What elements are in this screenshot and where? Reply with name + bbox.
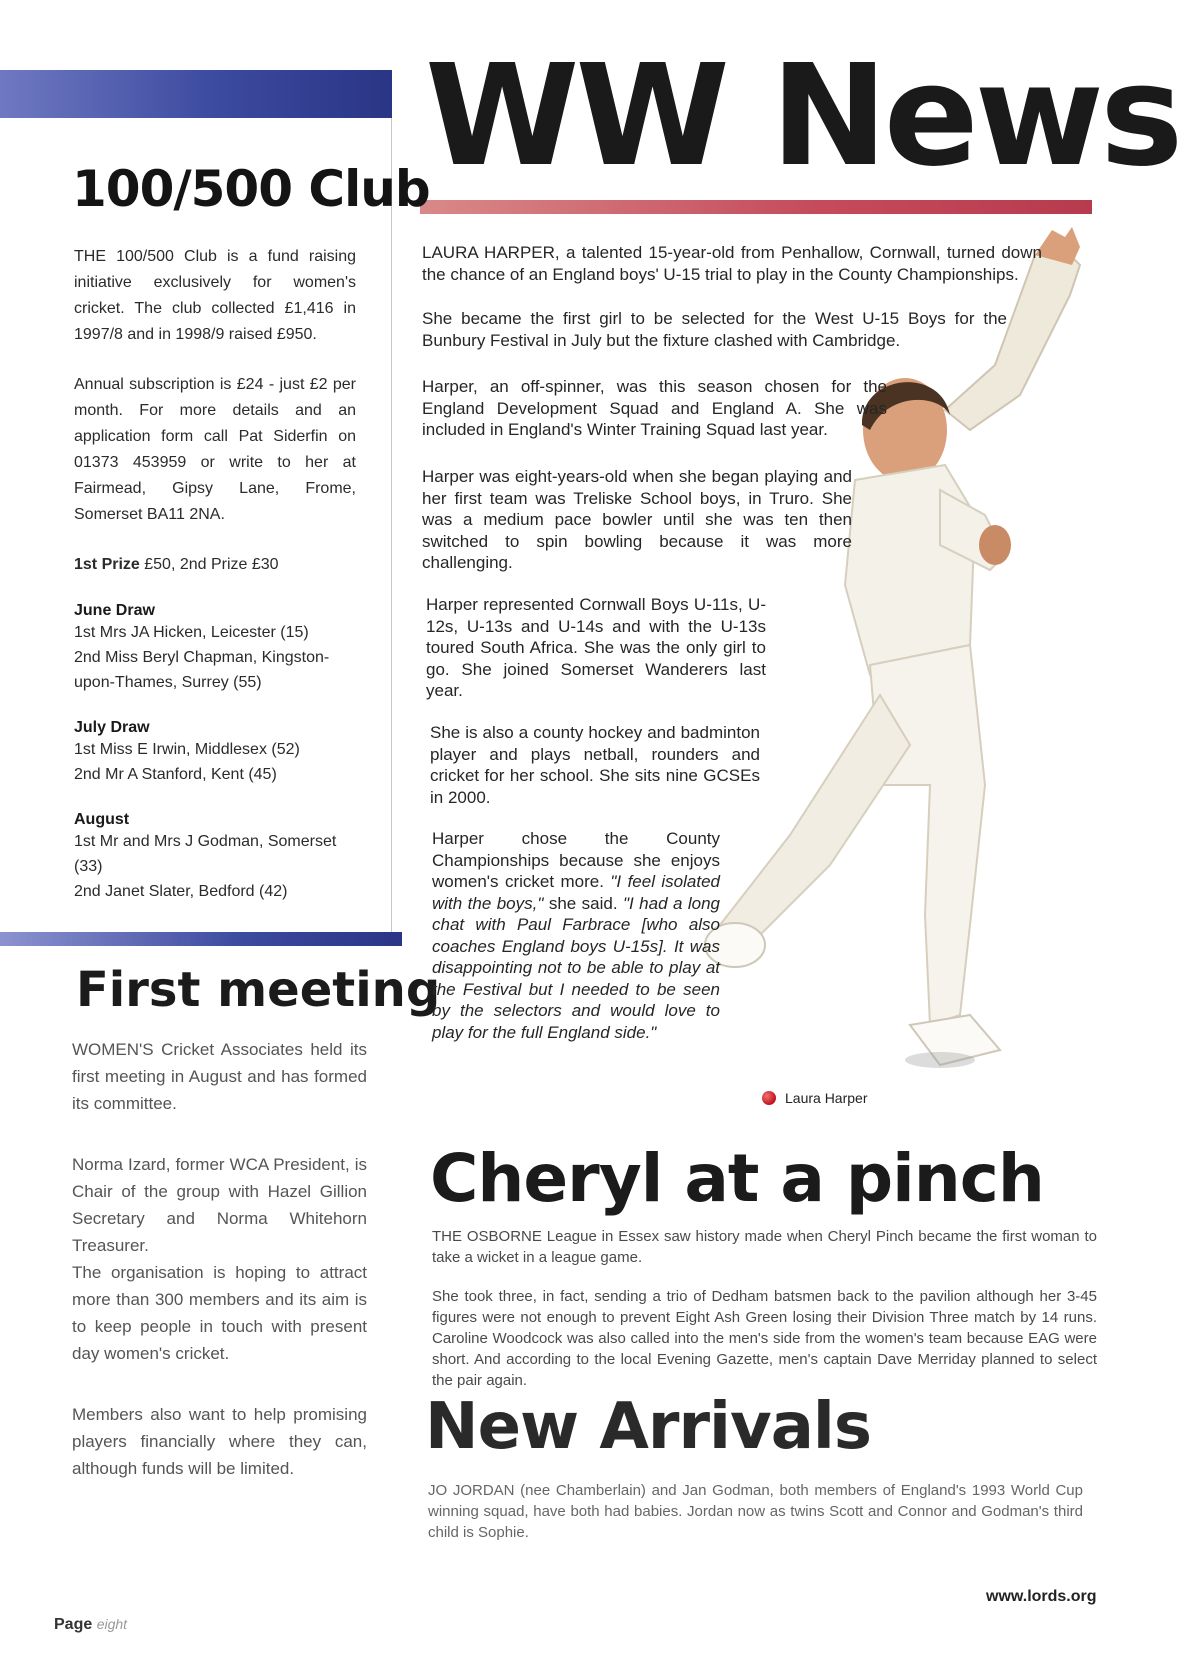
arrivals-p1: JO JORDAN (nee Chamberlain) and Jan Godman, both members of England's 1993 World Cup winning squad, have both had babies. Jordan now as twins Scott and Connor and Godman's third child is Sophie. [428,1482,1083,1541]
harper-p3: Harper, an off-spinner, was this season chosen for the England Development Squad and England A. She was included in England's Winter Training Squad last year. [422,377,887,439]
top-blue-bar [0,70,392,118]
draw-heading: June Draw [74,602,155,619]
harper-p4: Harper was eight-years-old when she began playing and her first team was Treliske School boys, in Truro. She was a medium pace bowler until she was ten then switched to spin bowling because it was more challenging. [422,467,852,572]
arrivals-title: New Arrivals [425,1390,871,1464]
draw-line: 2nd Miss Beryl Chapman, Kingston-upon-Thames, Surrey (55) [74,649,330,691]
first-meeting-p1: WOMEN'S Cricket Associates held its first meeting in August and has formed its committee. [72,1040,367,1113]
club-title: 100/500 Club [72,160,430,218]
prize-text: £50, 2nd Prize £30 [139,556,279,573]
prize-label: 1st Prize [74,556,140,573]
cheryl-title: Cheryl at a pinch [430,1140,1044,1217]
draw-line: 1st Mr and Mrs J Godman, Somerset (33) [74,833,337,875]
first-meeting-p4: Members also want to help promising players financially where they can, although funds will be limited. [72,1405,367,1478]
caption-text: Laura Harper [785,1090,868,1106]
harper-p7-said: she said. [543,893,623,913]
title-red-rule [420,200,1092,214]
harper-p5: Harper represented Cornwall Boys U-11s, U-12s, U-13s and U-14s and with the U-13s toured South Africa. She was the only girl to go. She joined Somerset Wanderers last year. [426,595,766,700]
page-word: eight [96,1616,128,1632]
harper-quote-1: "I feel isolated with the boys," [432,872,720,913]
cricket-ball-icon [762,1091,776,1105]
website-link[interactable]: www.lords.org [986,1588,1097,1605]
draw-line: 1st Mrs JA Hicken, Leicester (15) [74,624,309,641]
first-meeting-column [72,1036,367,1482]
june-draw [74,602,356,695]
draw-line: 2nd Janet Slater, Bedford (42) [74,883,288,900]
page-number [54,1616,127,1634]
harper-p7 [432,828,720,1043]
august-draw [74,811,356,904]
club-prizes [74,552,356,578]
first-meeting-p2: Norma Izard, former WCA President, is Chair of the group with Hazel Gillion Secretary and Norma Whitehorn Treasurer. [72,1155,367,1255]
draw-heading: July Draw [74,719,150,736]
page-label: Page [54,1616,93,1633]
club-subscription: Annual subscription is £24 - just £2 per month. For more details and an application form call Pat Siderfin on 01373 453959 or write to her at Fairmead, Gipsy Lane, Frome, Somerset BA11 2NA. [74,376,356,523]
draw-heading: August [74,811,130,828]
photo-caption [762,1090,868,1106]
draw-line: 2nd Mr A Stanford, Kent (45) [74,766,277,783]
harper-p2: She became the first girl to be selected for the West U-15 Boys for the Bunbury Festival in July but the fixture clashed with Cambridge. [422,309,1007,350]
draw-line: 1st Miss E Irwin, Middlesex (52) [74,741,300,758]
club-column [74,244,356,904]
middle-blue-bar [0,932,402,946]
harper-p7-text: Harper chose the County Championships because she enjoys women's cricket more. [432,829,720,891]
harper-quote-2: "I had a long chat with Paul Farbrace [who also coaches England boys U-15s]. It was disappointing not to be able to play at the Festival but I needed to be seen by the selectors and would love to play for the full England side." [432,893,720,1042]
club-intro: THE 100/500 Club is a fund raising initiative exclusively for women's cricket. The club collected £1,416 in 1997/8 and in 1998/9 raised £950. [74,248,356,343]
first-meeting-p3: The organisation is hoping to attract more than 300 members and its aim is to keep people in touch with present day women's cricket. [72,1263,367,1363]
first-meeting-title: First meeting [76,962,441,1018]
july-draw [74,719,356,787]
cheryl-p2: She took three, in fact, sending a trio of Dedham batsmen back to the pavilion although her 3-45 figures were not enough to prevent Eight Ash Green losing their Division Three match by 14 runs. Caroline Woodcock was also called into the men's side from the women's team because EAG were short. And according to the local Evening Gazette, men's captain Dave Merriday planned to select the pair again. [432,1288,1097,1389]
page-title: WW News [425,35,1180,198]
cheryl-p1: THE OSBORNE League in Essex saw history made when Cheryl Pinch became the first woman to take a wicket in a league game. [432,1228,1097,1266]
harper-p6: She is also a county hockey and badminton player and plays netball, rounders and cricket for her school. She sits nine GCSEs in 2000. [430,723,760,807]
harper-p1: LAURA HARPER, a talented 15-year-old from Penhallow, Cornwall, turned down the chance of an England boys' U-15 trial to play in the County Championships. [422,243,1042,284]
